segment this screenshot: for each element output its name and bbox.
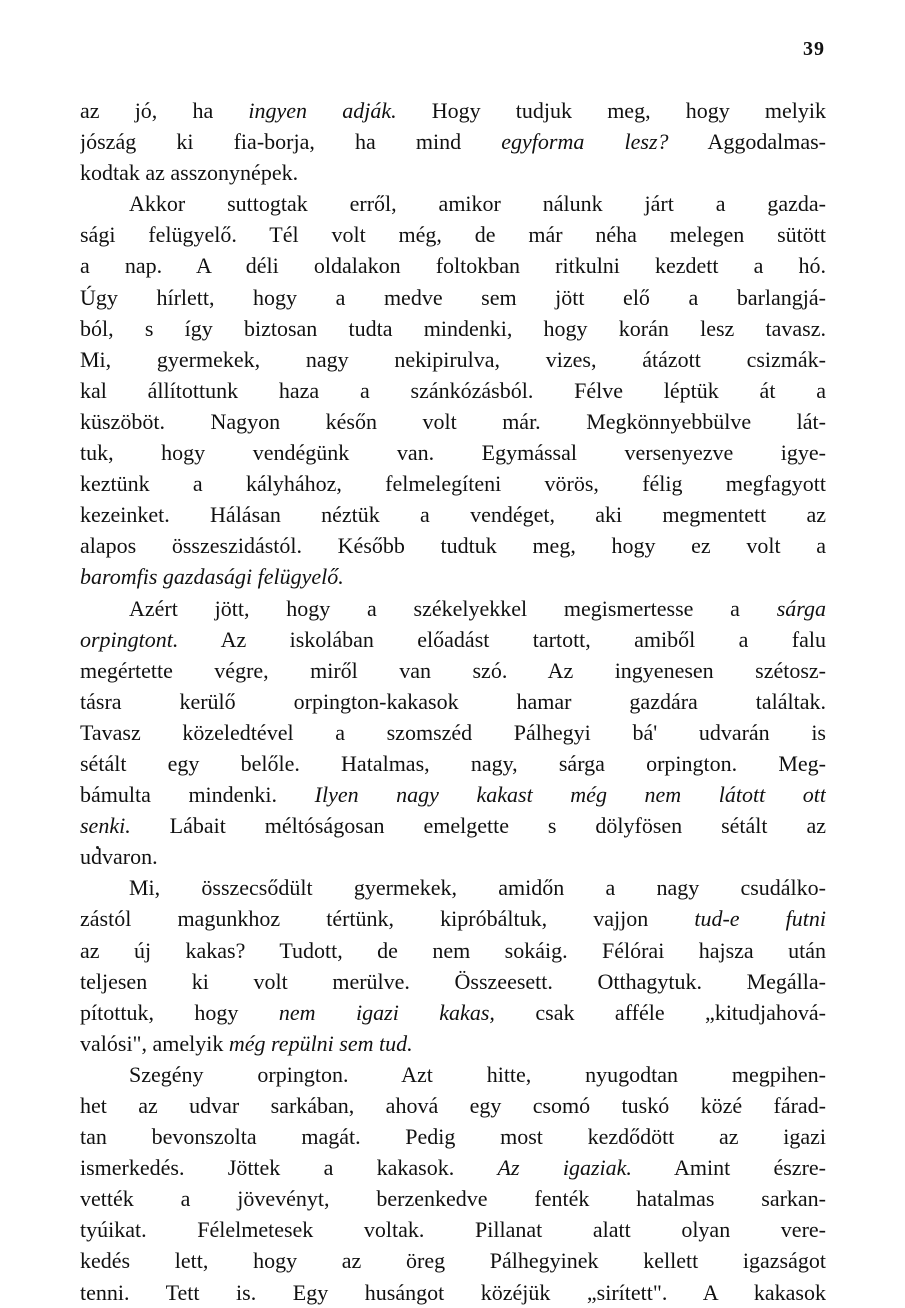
text-line xyxy=(80,779,826,810)
text-line xyxy=(80,219,826,250)
text-line xyxy=(80,1277,826,1308)
italic-text: senki. xyxy=(80,813,131,839)
text-run: kedés lett, hogy az öreg Pálhegyinek kellett igazságot xyxy=(80,1248,826,1274)
text-line xyxy=(80,561,826,592)
text-run: kal állítottunk haza a szánkózásból. Félve léptük át a xyxy=(80,377,826,403)
text-line xyxy=(80,717,826,748)
text-run: az jó, ha xyxy=(80,98,249,123)
italic-text: orpingtont. xyxy=(80,626,179,652)
text-run: zástól magunkhoz tértünk, kipróbáltuk, vajjon xyxy=(80,906,695,932)
text-run: csak afféle „kitudjahová- xyxy=(494,999,826,1025)
italic-text: baromfis gazdasági felügyelő. xyxy=(80,564,344,590)
text-line xyxy=(80,1214,826,1245)
text-line xyxy=(80,1183,826,1214)
text-run: az új kakas? Tudott, de nem sokáig. Félórai hajsza után xyxy=(80,937,826,963)
text-line xyxy=(80,655,826,686)
text-run: a nap. A déli oldalakon foltokban ritkulni kezdett a hó. xyxy=(80,253,826,279)
text-run: Mi, gyermekek, nagy nekipirulva, vizes, átázott csizmák- xyxy=(80,346,826,372)
text-run: megértette végre, miről van szó. Az ingyenesen szétosz- xyxy=(80,657,826,683)
text-line xyxy=(80,406,826,437)
text-run: tenni. Tett is. Egy husángot közéjük „sirített". A kakasok xyxy=(80,1279,826,1305)
text-run: tan bevonszolta magát. Pedig most kezdődött az igazi xyxy=(80,1124,826,1150)
text-run: tásra kerülő orpington-kakasok hamar gazdára találtak. xyxy=(80,688,826,714)
text-line xyxy=(80,872,826,903)
text-run: vették a jövevényt, berzenkedve fenték hatalmas sarkan- xyxy=(80,1186,826,1212)
italic-text: még repülni sem tud. xyxy=(228,1030,413,1056)
text-run: pítottuk, hogy xyxy=(80,999,279,1025)
text-run: ból, s így biztosan tudta mindenki, hogy korán lesz tavasz. xyxy=(80,315,826,341)
text-line xyxy=(80,499,826,530)
text-line xyxy=(80,1028,826,1059)
text-line xyxy=(80,903,826,934)
text-line xyxy=(80,250,826,281)
text-line xyxy=(80,966,826,997)
text-line xyxy=(80,686,826,717)
text-line xyxy=(80,126,826,157)
text-run: alapos összeszidástól. Később tudtuk meg, hogy ez volt a xyxy=(80,533,826,559)
italic-text: tud-e futni xyxy=(694,906,826,932)
italic-text: ingyen adják. xyxy=(248,98,397,123)
text-line xyxy=(80,344,826,375)
text-run: udvaron. xyxy=(80,844,158,870)
text-run: tuk, hogy vendégünk van. Egymással versenyezve igye- xyxy=(80,440,826,466)
text-run: ismerkedés. Jöttek a kakasok. xyxy=(80,1155,498,1181)
text-run: Szegény orpington. Azt hitte, nyugodtan megpihen- xyxy=(129,1061,826,1087)
italic-text: egyforma lesz? xyxy=(501,129,669,155)
text-line xyxy=(80,282,826,313)
text-line xyxy=(80,1121,826,1152)
italic-text: nem igazi kakas, xyxy=(278,999,495,1025)
text-run: Hogy tudjuk meg, hogy melyik xyxy=(396,98,826,123)
text-run: kezeinket. Hálásan néztük a vendéget, aki megmentett az xyxy=(80,502,826,528)
page-number: 39 xyxy=(803,38,825,60)
text-line xyxy=(80,95,826,126)
text-run: Tavasz közeledtével a szomszéd Pálhegyi bá' udvarán is xyxy=(80,719,826,745)
text-line xyxy=(80,313,826,344)
text-run: sétált egy belőle. Hatalmas, nagy, sárga orpington. Meg- xyxy=(80,750,826,776)
text-run: het az udvar sarkában, ahová egy csomó tuskó közé fárad- xyxy=(80,1093,826,1118)
text-line xyxy=(80,375,826,406)
italic-text: Az igaziak. xyxy=(497,1155,632,1181)
text-line xyxy=(80,468,826,499)
text-line xyxy=(80,437,826,468)
text-run: sági felügyelő. Tél volt még, de már néha melegen sütött xyxy=(80,222,826,248)
text-line xyxy=(80,1152,826,1183)
text-run: keztünk a kályhához, felmelegíteni vörös, félig megfagyott xyxy=(80,471,826,497)
text-run: Amint észre- xyxy=(631,1155,826,1181)
text-run: Azért jött, hogy a székelyekkel megismertesse a xyxy=(129,595,777,621)
text-run: Lábait méltóságosan emelgette s dölyfösen sétált az xyxy=(130,813,826,839)
text-run: jószág ki fia-borja, ha mind xyxy=(80,129,502,155)
text-run: kodtak az asszonynépek. xyxy=(80,160,299,186)
text-line xyxy=(80,935,826,966)
text-line xyxy=(80,157,826,188)
text-line xyxy=(80,593,826,624)
text-run: Akkor suttogtak erről, amikor nálunk járt a gazda- xyxy=(129,191,826,217)
text-run: tyúikat. Félelmetesek voltak. Pillanat alatt olyan vere- xyxy=(80,1217,826,1243)
text-line xyxy=(80,997,826,1028)
text-line xyxy=(80,1059,826,1090)
text-run: Aggodalmas- xyxy=(668,129,826,155)
text-run: bámulta mindenki. xyxy=(80,782,315,808)
text-run: Mi, összecsődült gyermekek, amidőn a nagy csudálko- xyxy=(129,875,826,901)
text-line xyxy=(80,188,826,219)
text-line xyxy=(80,1090,826,1121)
italic-text: sárga xyxy=(776,595,826,621)
text-run: teljesen ki volt merülve. Összeesett. Otthagytuk. Megálla- xyxy=(80,968,826,994)
text-line xyxy=(80,810,826,841)
body-text xyxy=(80,95,826,1308)
text-run: Az iskolában előadást tartott, amiből a falu xyxy=(178,626,826,652)
text-line xyxy=(80,1245,826,1276)
text-line xyxy=(80,624,826,655)
text-run: valósi", amelyik xyxy=(80,1030,229,1056)
text-run: küszöböt. Nagyon későn volt már. Megkönnyebbülve lát- xyxy=(80,408,826,434)
text-line xyxy=(80,748,826,779)
text-run: Úgy hírlett, hogy a medve sem jött elő a barlangjá- xyxy=(80,284,826,310)
text-line xyxy=(80,530,826,561)
italic-text: Ilyen nagy kakast még nem látott ott xyxy=(314,782,826,808)
text-line xyxy=(80,841,826,872)
